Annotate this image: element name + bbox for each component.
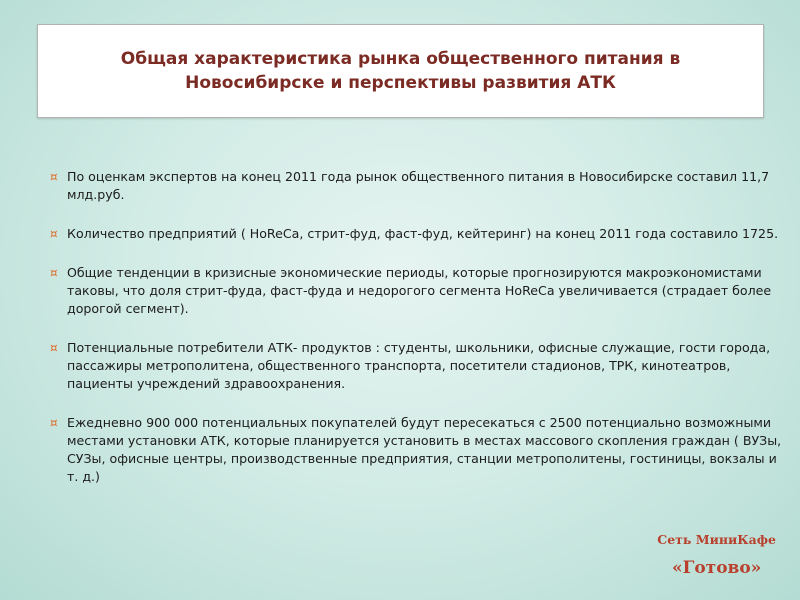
brand-name: «Готово» — [671, 558, 762, 578]
bullet-item — [48, 168, 783, 204]
bullet-list — [48, 168, 783, 507]
bullet-marker-icon: ¤ — [50, 266, 58, 280]
bullet-marker-icon: ¤ — [50, 170, 58, 184]
brand-block — [657, 532, 776, 579]
bullet-item — [48, 264, 783, 318]
brand-subtitle: Сеть МиниКафе — [657, 532, 776, 547]
bullet-marker-icon: ¤ — [50, 416, 58, 430]
bullet-marker-icon: ¤ — [50, 227, 58, 241]
bullet-text: По оценкам экспертов на конец 2011 года рынок общественного питания в Новосибирске составил 11,7 млд.руб. — [67, 169, 770, 202]
slide-title: Общая характеристика рынка общественного питания в Новосибирске и перспективы развития АТК — [120, 49, 681, 93]
bullet-item — [48, 225, 783, 243]
bullet-text: Общие тенденции в кризисные экономические периоды, которые прогнозируются макроэкономистами таковы, что доля стрит-фуда, фаст-фуда и недорогого сегмента HoReCa увеличивается (страдает более дорогой сегмент). — [67, 265, 772, 316]
bullet-text: Ежедневно 900 000 потенциальных покупателей будут пересекаться с 2500 потенциально возможными местами установки АТК, которые планируется установить в местах массового скопления граждан ( ВУЗы, СУЗы, офисные центры, производственные предприятия, станции метрополитены, гостиницы, вокзалы и т. д.) — [67, 415, 782, 484]
bullet-item — [48, 414, 783, 486]
title-box — [37, 24, 764, 118]
bullet-text: Потенциальные потребители АТК- продуктов : студенты, школьники, офисные служащие, гости города, пассажиры метрополитена, общественного транспорта, посетители стадионов, ТРК, кинотеатров, пациенты учреждений здравоохранения. — [67, 340, 771, 391]
bullet-marker-icon: ¤ — [50, 341, 58, 355]
bullet-text: Количество предприятий ( HoReCa, стрит-фуд, фаст-фуд, кейтеринг) на конец 2011 года составило 1725. — [67, 226, 779, 241]
bullet-item — [48, 339, 783, 393]
